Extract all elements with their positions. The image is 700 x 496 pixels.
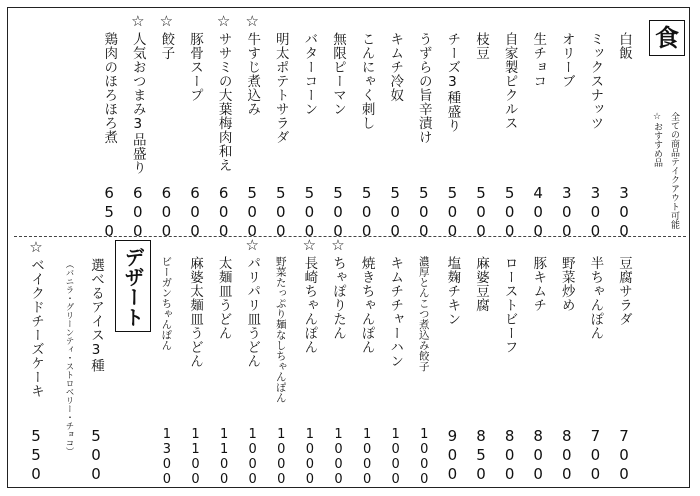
takeout-note: 全ての商品テイクアウト可能 xyxy=(669,112,679,229)
main-item-price: 1000 xyxy=(273,427,289,487)
food-label-text: 食 xyxy=(655,24,679,52)
food-item-name: オリーブ xyxy=(558,32,575,88)
food-item-price: 500 xyxy=(472,184,490,241)
recommend-star-icon: ☆ xyxy=(159,12,174,30)
food-item-name: 生チョコ xyxy=(530,32,547,88)
food-item-name: 枝豆 xyxy=(473,32,489,60)
main-item-name: 野菜たっぷり麺なしちゃんぽん xyxy=(274,256,287,403)
food-item-name: 白飯 xyxy=(616,32,632,60)
dessert-label-text: デザート xyxy=(121,247,145,327)
main-item-price: 800 xyxy=(557,427,576,484)
food-item-price: 500 xyxy=(243,184,262,241)
main-item-name: 塩麹チキン xyxy=(444,256,461,326)
recommend-star-icon: ☆ xyxy=(216,12,231,30)
main-item-name: キムチチャーハン xyxy=(387,256,404,368)
food-item-price: 300 xyxy=(557,184,576,241)
recommend-star-icon: ☆ xyxy=(331,236,345,254)
food-item-price: 500 xyxy=(443,184,462,241)
dessert-item-subtitle: （バニラ・グリーンティ・ストロベリー・チョコ） xyxy=(64,260,74,456)
food-item-price: 500 xyxy=(414,184,433,241)
food-item-price: 300 xyxy=(586,184,605,241)
main-item-name: 長崎ちゃんぽん xyxy=(301,256,318,354)
dessert-item-name: ベイクドチーズケーキ xyxy=(28,258,44,398)
main-item-price: 1100 xyxy=(188,427,203,487)
food-item-price: 500 xyxy=(329,184,347,241)
recommend-star-icon: ☆ xyxy=(245,12,259,30)
dessert-item-name: 選べるアイス3種 xyxy=(88,258,104,373)
food-item-price: 600 xyxy=(128,184,147,241)
main-item-name: 野菜炒め xyxy=(558,256,575,312)
food-item-price: 650 xyxy=(100,184,119,241)
food-item-name: ミックスナッツ xyxy=(587,32,604,130)
food-item-name: 餃子 xyxy=(158,32,175,60)
main-item-name: 麻婆豆腐 xyxy=(473,256,489,312)
main-item-name: 濃厚とんこつ煮込み餃子 xyxy=(417,256,430,372)
food-item-price: 300 xyxy=(615,184,633,241)
main-item-price: 1100 xyxy=(216,427,232,487)
food-item-price: 600 xyxy=(214,184,233,241)
food-item-name: うずらの旨辛漬け xyxy=(415,32,432,144)
dessert-item-price: 500 xyxy=(87,427,105,484)
main-item-name: 麻婆太麺皿うどん xyxy=(187,256,203,368)
dessert-section-label xyxy=(115,240,151,332)
food-item-name: 牛すじ煮込み xyxy=(244,32,261,116)
food-item-price: 400 xyxy=(529,184,548,241)
food-item-price: 500 xyxy=(300,184,319,241)
recommend-note: ☆おすすめ品 xyxy=(652,112,662,167)
food-item-price: 500 xyxy=(357,184,376,241)
main-item-name: 焼きちゃんぽん xyxy=(358,256,375,354)
food-item-name: 無限ピーマン xyxy=(330,32,346,116)
food-item-name: チーズ3種盛り xyxy=(444,32,461,133)
main-item-price: 800 xyxy=(529,427,548,484)
food-item-name: キムチ冷奴 xyxy=(387,32,404,102)
main-item-price: 900 xyxy=(443,427,462,484)
recommend-star-icon: ☆ xyxy=(302,236,317,254)
main-item-price: 800 xyxy=(500,427,519,484)
main-item-name: ビーガンちゃんぽん xyxy=(160,256,173,351)
food-item-name: 鶏肉のほろほろ煮 xyxy=(101,32,118,144)
food-item-price: 500 xyxy=(500,184,519,241)
main-item-name: ちゃぽりたん xyxy=(330,256,346,340)
food-item-name: 明太ポテトサラダ xyxy=(272,32,289,144)
main-item-name: 半ちゃんぽん xyxy=(587,256,604,340)
main-item-price: 1300 xyxy=(159,427,175,487)
food-item-name: こんにゃく刺し xyxy=(358,32,375,130)
main-item-price: 1000 xyxy=(359,427,375,487)
food-item-price: 600 xyxy=(186,184,204,241)
food-item-name: 人気おつまみ3品盛り xyxy=(129,32,146,175)
main-item-name: 豚キムチ xyxy=(530,256,547,312)
main-item-price: 1000 xyxy=(416,427,432,487)
main-item-price: 1000 xyxy=(331,427,346,487)
dessert-item-price: 550 xyxy=(27,427,45,484)
main-item-name: ローストビーフ xyxy=(501,256,518,354)
food-section-label xyxy=(649,20,685,56)
main-item-price: 700 xyxy=(615,427,633,484)
main-item-price: 700 xyxy=(586,427,605,484)
main-item-price: 1000 xyxy=(302,427,318,487)
food-item-name: ササミの大葉梅肉和え xyxy=(215,32,232,172)
food-item-name: バターコーン xyxy=(301,32,318,116)
main-item-name: パリパリ皿うどん xyxy=(244,256,261,368)
food-item-price: 600 xyxy=(157,184,176,241)
food-item-name: 豚骨スープ xyxy=(187,32,203,102)
recommend-star-icon: ☆ xyxy=(131,12,145,30)
food-item-price: 500 xyxy=(271,184,290,241)
main-item-name: 太麺皿うどん xyxy=(215,256,232,340)
main-item-price: 1000 xyxy=(388,427,404,487)
main-item-name: 豆腐サラダ xyxy=(616,256,632,326)
recommend-star-icon: ☆ xyxy=(245,236,259,254)
main-item-price: 1000 xyxy=(245,427,261,487)
food-item-price: 500 xyxy=(386,184,405,241)
main-item-price: 850 xyxy=(472,427,490,484)
recommend-star-icon: ☆ xyxy=(29,238,43,256)
food-item-name: 自家製ピクルス xyxy=(501,32,518,130)
